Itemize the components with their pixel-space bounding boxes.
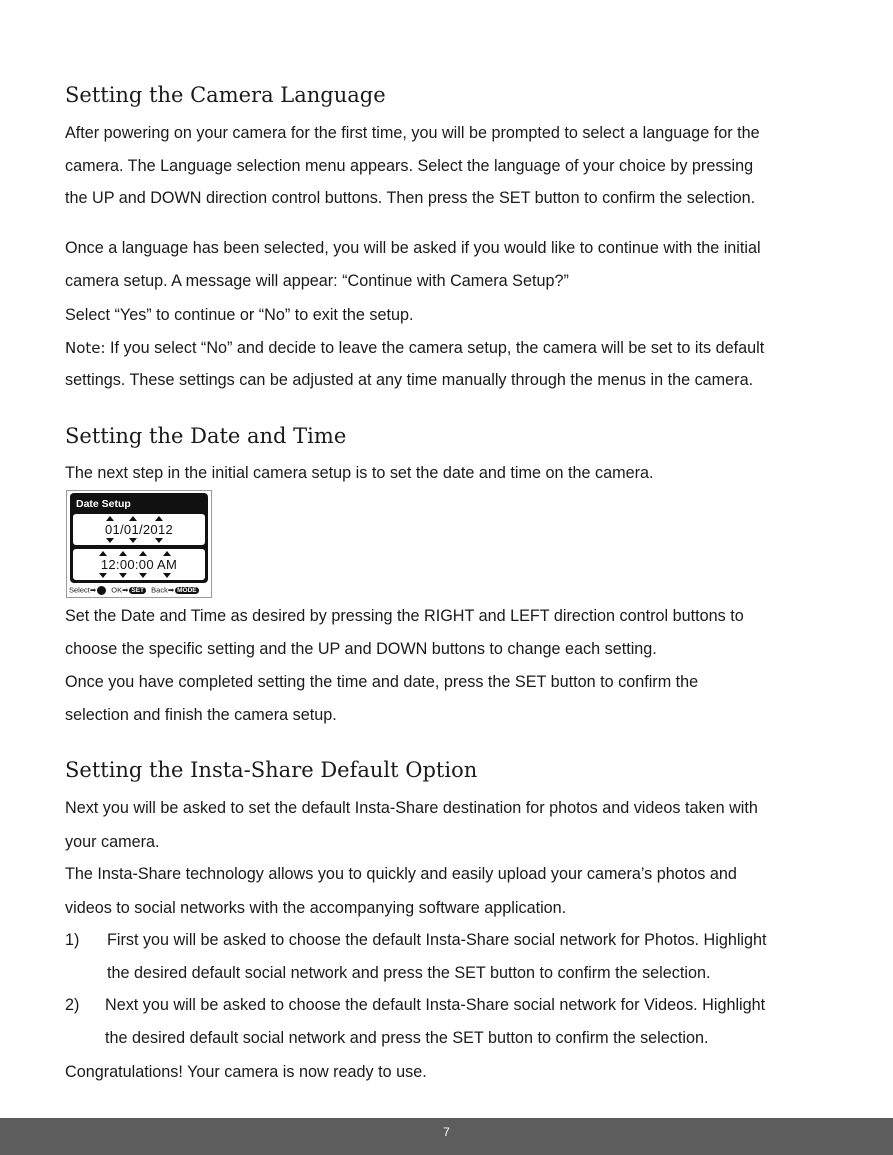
up-arrow-icon <box>139 551 147 556</box>
time-value: 12:00:00 AM <box>100 557 178 572</box>
date-field <box>73 514 205 545</box>
note-text: If you select “No” and decide to leave the camera setup, the camera will be set to its default <box>105 339 765 357</box>
step-number: 1) <box>65 931 80 949</box>
paragraph-line: Next you will be asked to set the default Insta-Share destination for photos and videos taken with <box>65 799 758 817</box>
down-arrow-icon <box>119 573 127 578</box>
paragraph-line: Set the Date and Time as desired by pressing the RIGHT and LEFT direction control buttons to <box>65 607 744 625</box>
page-footer <box>0 1118 893 1155</box>
paragraph-line: Select “Yes” to continue or “No” to exit the setup. <box>65 306 414 324</box>
arrow-icon: ➡ <box>122 585 129 595</box>
step-line: the desired default social network and press the SET button to confirm the selection. <box>107 964 711 982</box>
paragraph-line: selection and finish the camera setup. <box>65 706 337 724</box>
closing-line: Congratulations! Your camera is now ready to use. <box>65 1063 427 1081</box>
paragraph-line: videos to social networks with the accompanying software application. <box>65 899 567 917</box>
up-arrow-icon <box>119 551 127 556</box>
mode-button-icon: MODE <box>177 586 197 594</box>
paragraph-line: settings. These settings can be adjusted at any time manually through the menus in the camera. <box>65 371 754 389</box>
heading-date-time: Setting the Date and Time <box>65 424 347 448</box>
set-button-icon: SET <box>131 586 145 594</box>
legend-back: Back <box>151 585 168 595</box>
up-arrow-icon <box>129 516 137 521</box>
paragraph-line: your camera. <box>65 833 160 851</box>
paragraph-line: camera setup. A message will appear: “Continue with Camera Setup?” <box>65 272 569 290</box>
step-number: 2) <box>65 996 80 1014</box>
up-arrow-icon <box>106 516 114 521</box>
paragraph-line: the UP and DOWN direction control buttons. Then press the SET button to confirm the selection. <box>65 189 756 207</box>
arrow-icon: ➡ <box>167 585 175 595</box>
down-arrow-icon <box>163 573 171 578</box>
step-line: Next you will be asked to choose the default Insta-Share social network for Videos. Highlight <box>105 996 766 1014</box>
paragraph-line: After powering on your camera for the first time, you will be prompted to select a language for the <box>65 124 760 142</box>
screen-legend <box>69 585 202 595</box>
down-arrow-icon <box>155 538 163 543</box>
note-label: Note: <box>65 339 106 357</box>
page-number: 7 <box>443 1125 450 1139</box>
step-line: the desired default social network and press the SET button to confirm the selection. <box>105 1029 709 1047</box>
down-arrow-icon <box>106 538 114 543</box>
time-field <box>73 549 205 580</box>
down-arrow-icon <box>99 573 107 578</box>
date-value: 01/01/2012 <box>104 522 174 537</box>
down-arrow-icon <box>129 538 137 543</box>
up-arrow-icon <box>155 516 163 521</box>
screen-title: Date Setup <box>76 498 131 510</box>
date-setup-screen-image <box>66 490 212 598</box>
heading-camera-language: Setting the Camera Language <box>65 83 386 107</box>
step-line: First you will be asked to choose the default Insta-Share social network for Photos. Highlight <box>107 931 767 949</box>
legend-ok: OK <box>111 585 123 595</box>
heading-insta-share: Setting the Insta-Share Default Option <box>65 758 478 782</box>
up-arrow-icon <box>99 551 107 556</box>
screen-panel <box>70 493 208 583</box>
paragraph-line: Once a language has been selected, you will be asked if you would like to continue with the initial <box>65 239 761 257</box>
arrow-icon: ➡ <box>89 585 97 595</box>
paragraph-line: camera. The Language selection menu appears. Select the language of your choice by pressing <box>65 157 754 175</box>
paragraph-line: choose the specific setting and the UP and DOWN buttons to change each setting. <box>65 640 657 658</box>
direction-pad-icon <box>97 586 106 595</box>
legend-select: Select <box>69 585 90 595</box>
down-arrow-icon <box>139 573 147 578</box>
note-line <box>65 338 764 358</box>
up-arrow-icon <box>163 551 171 556</box>
paragraph-line: Once you have completed setting the time and date, press the SET button to confirm the <box>65 673 699 691</box>
paragraph-line: The next step in the initial camera setup is to set the date and time on the camera. <box>65 464 654 482</box>
paragraph-line: The Insta-Share technology allows you to quickly and easily upload your camera’s photos and <box>65 865 737 883</box>
